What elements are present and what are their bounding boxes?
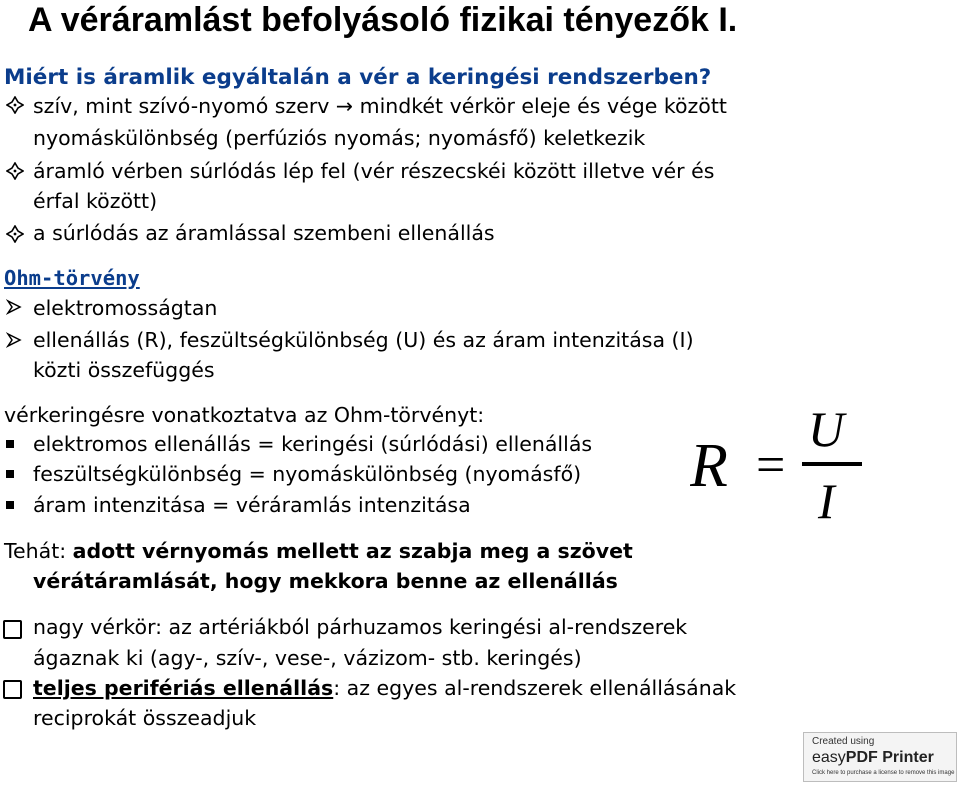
logo-small-text: Click here to purchase a license to remove this image: [812, 770, 955, 776]
list-item-continuation: nyomáskülönbség (perfúziós nyomás; nyomásfő) keletkezik: [33, 126, 646, 150]
formula-lhs: R: [690, 432, 728, 500]
formula-equals: =: [756, 437, 786, 494]
list-item: elektromos ellenállás = keringési (súrlódási) ellenállás: [33, 432, 593, 456]
list-item-continuation: reciprokát összeadjuk: [33, 706, 257, 730]
square-bullet-icon: [6, 470, 14, 478]
list-item: a súrlódás az áramlással szembeni ellenállás: [33, 221, 495, 245]
formula-denominator: I: [818, 473, 835, 528]
list-item: áramló vérben súrlódás lép fel (vér részecskéi között illetve vér és: [33, 159, 715, 183]
ohm-heading: Ohm-törvény: [4, 266, 140, 290]
diamond-bullet-icon: [6, 225, 24, 243]
arrow-bullet-icon: [6, 299, 22, 315]
diamond-bullet-icon: [6, 96, 24, 114]
list-item: nagy vérkör: az artériákból párhuzamos keringési al-rendszerek: [33, 615, 688, 639]
list-item-continuation: közti összefüggés: [33, 358, 215, 382]
conclusion-line: [4, 537, 633, 565]
applied-intro: vérkeringésre vonatkoztatva az Ohm-törvényt:: [4, 403, 485, 427]
formula-numerator: U: [808, 401, 845, 457]
page-title: A véráramlást befolyásoló fizikai tényezők I.: [28, 1, 738, 39]
easypdf-watermark-logo[interactable]: [803, 732, 957, 782]
list-item: [33, 674, 736, 702]
list-item-continuation: ágaznak ki (agy-, szív-, vese-, vázizom- stb. keringés): [33, 646, 582, 670]
ohm-formula: [690, 398, 870, 528]
logo-brand-b: PDF Printer: [845, 749, 934, 766]
checkbox-bullet-icon: [3, 620, 22, 639]
checkbox-bullet-icon: [3, 680, 22, 699]
square-bullet-icon: [6, 440, 14, 448]
question-subtitle: Miért is áramlik egyáltalán a vér a keringési rendszerben?: [4, 65, 712, 90]
logo-created-text: Created using: [812, 736, 875, 747]
square-bullet-icon: [6, 501, 14, 509]
list-item: ellenállás (R), feszültségkülönbség (U) és az áram intenzitása (I): [33, 328, 694, 352]
conclusion-prefix: Tehát:: [4, 539, 73, 563]
list-item: feszültségkülönbség = nyomáskülönbség (nyomásfő): [33, 462, 582, 486]
list-item-continuation: érfal között): [33, 189, 158, 213]
conclusion-continuation: vérátáramlását, hogy mekkora benne az ellenállás: [33, 569, 618, 593]
list-item: szív, mint szívó-nyomó szerv → mindkét vérkör eleje és vége között: [33, 94, 727, 118]
arrow-bullet-icon: [6, 332, 22, 348]
emphasis-term: teljes perifériás ellenállás: [33, 676, 334, 700]
logo-brand: [812, 749, 934, 767]
logo-brand-a: easy: [812, 749, 846, 766]
list-item: elektromosságtan: [33, 296, 218, 320]
diamond-bullet-icon: [6, 162, 24, 180]
list-item: áram intenzitása = véráramlás intenzitása: [33, 493, 471, 517]
emphasis-rest: : az egyes al-rendszerek ellenállásának: [333, 676, 737, 700]
conclusion-bold: adott vérnyomás mellett az szabja meg a szövet: [72, 539, 633, 563]
